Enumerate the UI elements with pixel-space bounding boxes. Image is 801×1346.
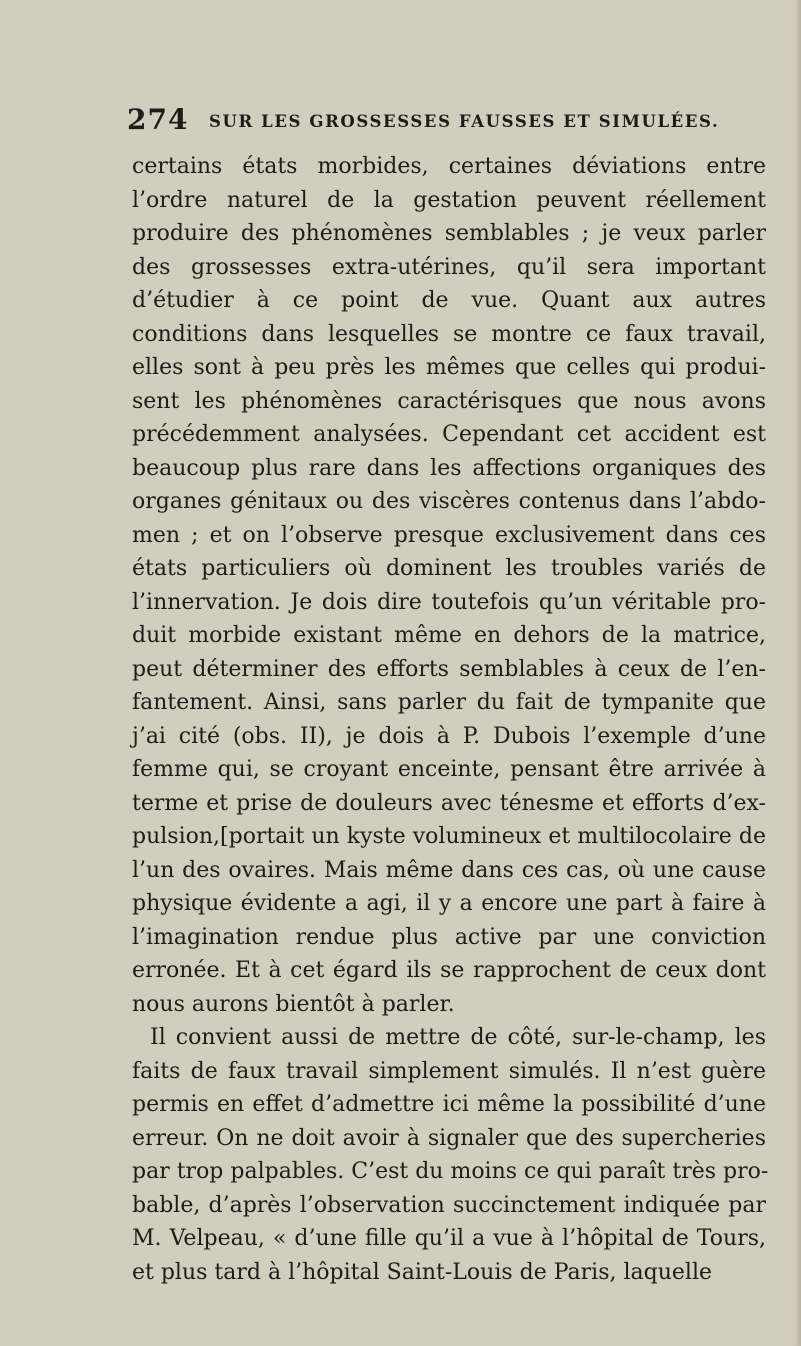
text-line: peut déterminer des efforts semblables à ceux de l’en- [132,656,766,682]
text-line: certains états morbides, certaines déviations entre [132,154,766,179]
text-line: l’un des ovaires. Mais même dans ces cas, où une cause [132,857,766,883]
text-line: erreur. On ne doit avoir à signaler que des supercheries [132,1125,766,1151]
text-line: conditions dans lesquelles se montre ce faux travail, [132,321,766,347]
text-line: des grossesses extra-utérines, qu’il sera important [132,254,766,280]
text-line: beaucoup plus rare dans les affections organiques des [132,455,766,481]
text-line: l’ordre naturel de la gestation peuvent réellement [132,187,766,213]
page-number: 274 [127,103,189,136]
text-line: M. Velpeau, « d’une fille qu’il a vue à l’hôpital de Tours, [132,1226,766,1251]
text-line: duit morbide existant même en dehors de la matrice, [132,623,766,648]
text-line: j’ai cité (obs. II), je dois à P. Dubois l’exemple d’une [132,723,766,749]
paragraph [132,1021,769,1289]
text-line: elles sont à peu près les mêmes que celles qui produi- [132,355,766,380]
text-line: sent les phénomènes caractérisques que nous avons [132,388,766,414]
paragraph [132,150,766,1021]
body-text [132,150,769,1289]
text-line: faits de faux travail simplement simulés. Il n’est guère [132,1058,766,1084]
text-line: par trop palpables. C’est du moins ce qui paraît très pro- [132,1159,769,1184]
text-line: Il convient aussi de mettre de côté, sur-le-champ, les [150,1025,766,1050]
text-line: précédemment analysées. Cependant cet accident est [132,422,766,447]
text-line: organes génitaux ou des viscères contenus dans l’abdo- [132,489,766,514]
text-line: permis en effet d’admettre ici même la possibilité d’une [132,1092,766,1117]
text-line: pulsion,[portait un kyste volumineux et multilocolaire de [132,824,766,849]
text-line: fantement. Ainsi, sans parler du fait de tympanite que [132,690,766,715]
text-line: terme et prise de douleurs avec ténesme et efforts d’ex- [132,790,766,816]
text-line: erronée. Et à cet égard ils se rapprochent de ceux dont [132,958,766,983]
text-line: nous aurons bientôt à parler. [132,991,455,1017]
page-edge-shadow [795,0,801,1346]
text-line: femme qui, se croyant enceinte, pensant être arrivée à [132,757,766,782]
text-line: bable, d’après l’observation succinctement indiquée par [132,1192,766,1218]
text-line: produire des phénomènes semblables ; je veux parler [132,221,766,246]
text-line: men ; et on l’observe presque exclusivement dans ces [132,522,766,548]
text-line: l’imagination rendue plus active par une conviction [132,924,766,950]
running-head: SUR LES GROSSESSES FAUSSES ET SIMULÉES. [209,112,720,131]
text-line: d’étudier à ce point de vue. Quant aux autres [132,288,766,313]
text-line: et plus tard à l’hôpital Saint-Louis de Paris, laquelle [132,1259,713,1285]
text-line: états particuliers où dominent les troubles variés de [132,556,766,581]
text-line: l’innervation. Je dois dire toutefois qu’un véritable pro- [132,589,766,615]
page-header [127,103,727,147]
text-line: physique évidente a agi, il y a encore une part à faire à [132,891,766,916]
